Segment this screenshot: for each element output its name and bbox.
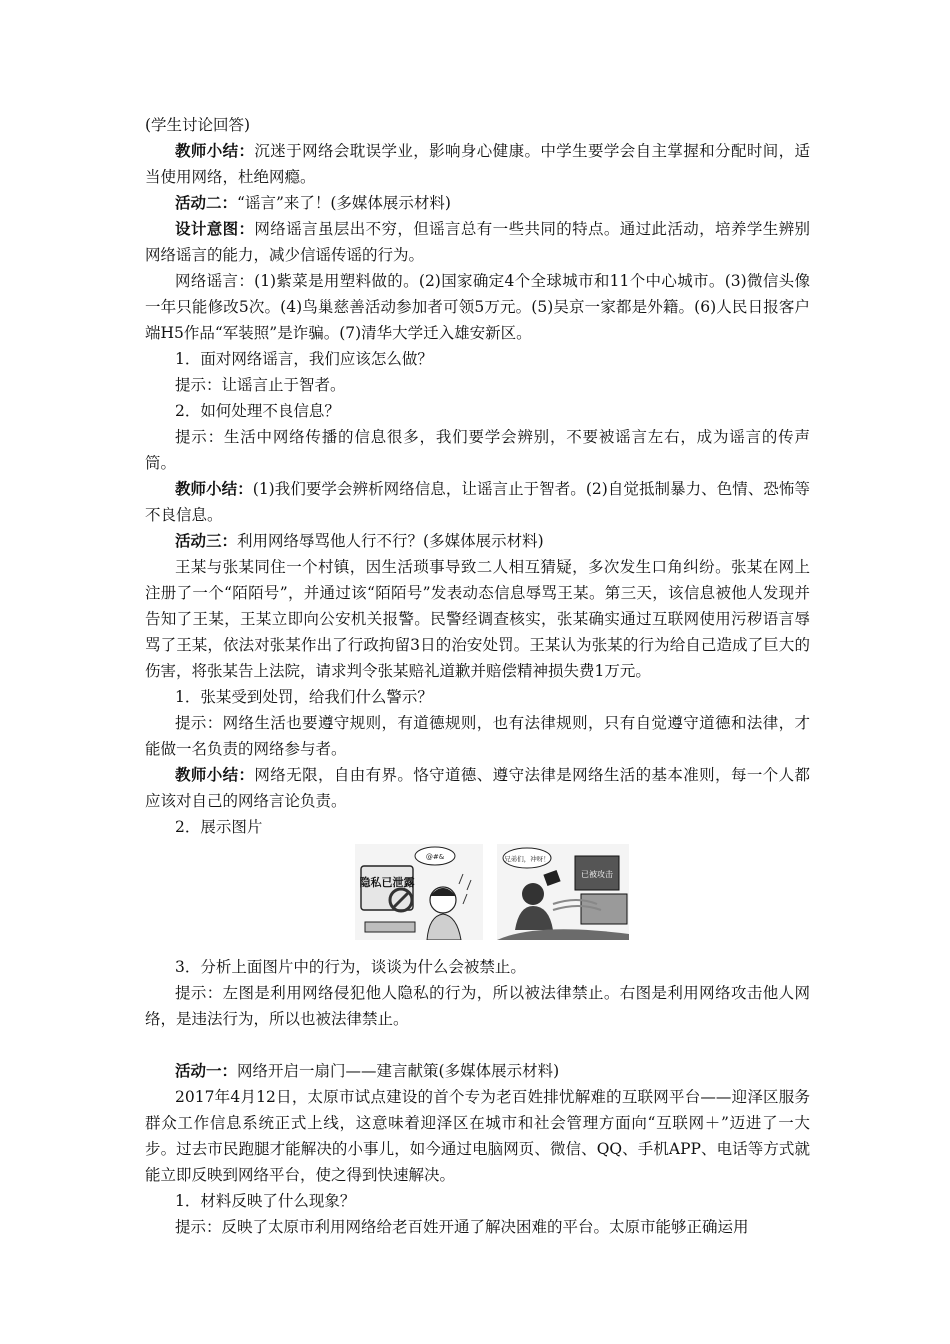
keyboard-shape (365, 922, 415, 932)
question: 3．分析上面图片中的行为，谈谈为什么会被禁止。 (175, 958, 526, 976)
paragraph: 2017年4月12日，太原市试点建设的首个专为老百姓排忧解难的互联网平台——迎泽区服务群众工作信息系统正式上线，这意味着迎泽区在城市和社会管理方面向“互联网＋”迈进了一大步。过去市民跑腿才能解决的小事儿，如今通过电脑网页、微信、QQ、手机APP、电话等方式就能立即反映到网络平台，使之得到快速解决。 (145, 1088, 810, 1184)
paragraph: 网络谣言：(1)紫菜是用塑料做的。(2)国家确定4个全球城市和11个中心城市。(3)微信头像一年只能修改5次。(4)鸟巢慈善活动参加者可领5万元。(5)吴京一家都是外籍。(6)人民日报客户端H5作品“军装照”是诈骗。(7)清华大学迁入雄安新区。 (145, 272, 810, 342)
document-page (145, 112, 810, 1240)
heading (145, 1058, 810, 1084)
paragraph: 王某与张某同住一个村镇，因生活琐事导致二人相互猜疑，多次发生口角纠纷。张某在网上注册了一个“陌陌号”，并通过该“陌陌号”发表动态信息辱骂王某。第三天，该信息被他人发现并告知了王某，王某立即向公安机关报警。民警经调查核实，张某确实通过互联网使用污秽语言辱骂了王某，依法对张某作出了行政拘留3日的治安处罚。王某认为张某的行为给自己造成了巨大的伤害，将张某告上法院，请求判令张某赔礼道歉并赔偿精神损失费1万元。 (145, 558, 810, 680)
text: (1)我们要学会辨析网络信息，让谣言止于智者。(2)自觉抵制暴力、色情、恐怖等不良信息。 (145, 480, 810, 524)
label: 教师小结： (175, 479, 253, 498)
hint: 提示：网络生活也要遵守规则，有道德规则，也有法律规则，只有自觉遵守道德和法律，才能做一名负责的网络参与者。 (145, 714, 810, 758)
hacker-attack-illustration (497, 844, 629, 940)
text: 网络开启一扇门——建言献策(多媒体展示材料) (237, 1062, 560, 1080)
paragraph (145, 216, 810, 268)
text: 网络无限，自由有界。恪守道德、遵守法律是网络生活的基本准则，每一个人都应该对自己的网络言论负责。 (145, 766, 810, 810)
question: 1．材料反映了什么现象？ (175, 1192, 356, 1210)
heading (145, 528, 810, 554)
label: 活动一： (175, 1061, 238, 1080)
label: 设计意图： (175, 219, 255, 238)
question: 2．如何处理不良信息？ (175, 402, 340, 420)
text: “谣言”来了！(多媒体展示材料) (237, 194, 451, 212)
question: 2．展示图片 (175, 818, 263, 836)
question: 1．张某受到处罚，给我们什么警示？ (175, 688, 433, 706)
text: 网络谣言虽层出不穷，但谣言总有一些共同的特点。通过此活动，培养学生辨别网络谣言的能力，减少信谣传谣的行为。 (145, 220, 810, 264)
hint: 提示：左图是利用网络侵犯他人隐私的行为，所以被法律禁止。右图是利用网络攻击他人网络，是违法行为，所以也被法律禁止。 (145, 984, 810, 1028)
hint: 提示：让谣言止于智者。 (175, 376, 346, 394)
privacy-leak-illustration (355, 844, 483, 940)
question: 1．面对网络谣言，我们应该怎么做？ (175, 350, 433, 368)
label: 活动二： (175, 193, 238, 212)
label: 活动三： (175, 531, 238, 550)
paragraph (145, 476, 810, 528)
sign-text: 隐私已泄露 (359, 876, 415, 889)
heading (145, 190, 810, 216)
hint: 提示：反映了太原市利用网络给老百姓开通了解决困难的平台。太原市能够正确运用 (175, 1218, 749, 1236)
desk-shape (581, 894, 627, 924)
paragraph: (学生讨论回答) (145, 116, 251, 134)
label: 教师小结： (175, 765, 255, 784)
paragraph (145, 762, 810, 814)
hacker-head (522, 883, 544, 905)
svg-text:兄弟们，冲呀！: 兄弟们，冲呀！ (504, 855, 550, 863)
hint: 提示：生活中网络传播的信息很多，我们要学会辨别，不要被谣言左右，成为谣言的传声筒。 (145, 428, 810, 472)
svg-text:@#&: @#& (425, 853, 445, 861)
label: 教师小结： (175, 141, 255, 160)
illustration-row (145, 844, 810, 948)
paragraph (145, 138, 810, 190)
svg-text:已被攻击: 已被攻击 (581, 870, 613, 879)
text: 利用网络辱骂他人行不行？(多媒体展示材料) (237, 532, 544, 550)
text: 沉迷于网络会耽误学业，影响身心健康。中学生要学会自主掌握和分配时间，适当使用网络，杜绝网瘾。 (145, 142, 810, 186)
